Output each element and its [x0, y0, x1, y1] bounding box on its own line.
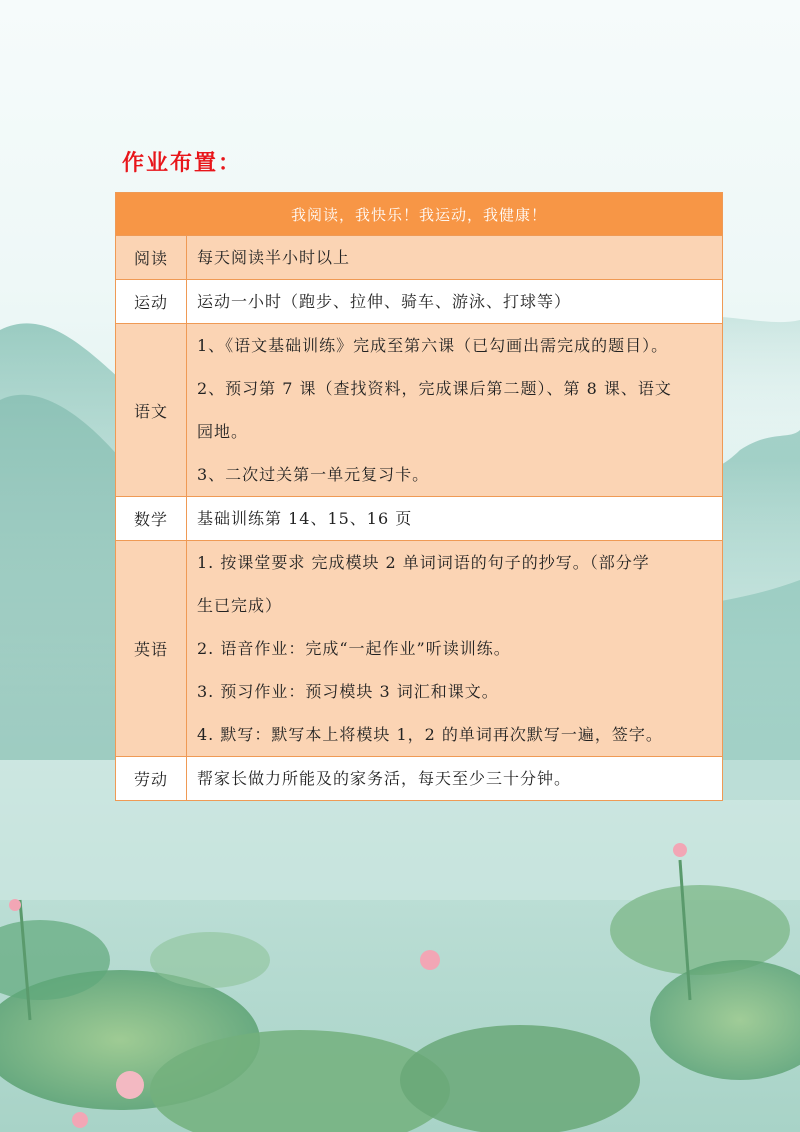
subject-content: [187, 280, 723, 324]
subject-content: [187, 497, 723, 541]
task-line: 3. 预习作业：预习模块 3 词汇和课文。: [197, 682, 499, 701]
task-line: 3、二次过关第一单元复习卡。: [197, 465, 430, 484]
subject-content: [187, 236, 723, 280]
subject-content: [187, 324, 723, 497]
subject-label: 运动: [116, 280, 187, 324]
homework-table: [115, 192, 723, 801]
table-row: [116, 236, 723, 280]
subject-content: [187, 541, 723, 757]
task-line: 4. 默写：默写本上将模块 1，2 的单词再次默写一遍，签字。: [197, 725, 663, 744]
task-line: 帮家长做力所能及的家务活，每天至少三十分钟。: [197, 769, 572, 788]
table-header: 我阅读，我快乐！我运动，我健康！: [116, 193, 723, 236]
table-row: [116, 497, 723, 541]
task-line: 基础训练第 14、15、16 页: [197, 509, 413, 528]
task-line: 1、《语文基础训练》完成至第六课（已勾画出需完成的题目）。: [197, 336, 669, 355]
table-row: [116, 324, 723, 497]
task-line: 2、预习第 7 课（查找资料，完成课后第二题）、第 8 课、语文: [197, 379, 672, 398]
task-line: 2. 语音作业：完成“一起作业”听读训练。: [197, 639, 511, 658]
subject-label: 语文: [116, 324, 187, 497]
subject-label: 英语: [116, 541, 187, 757]
task-line: 园地。: [197, 422, 249, 441]
table-row: [116, 757, 723, 801]
task-line: 1. 按课堂要求 完成模块 2 单词词语的句子的抄写。（部分学: [197, 553, 650, 572]
task-line: 每天阅读半小时以上: [197, 248, 351, 267]
subject-label: 阅读: [116, 236, 187, 280]
subject-label: 数学: [116, 497, 187, 541]
task-line: 生已完成）: [197, 596, 283, 615]
subject-content: [187, 757, 723, 801]
subject-label: 劳动: [116, 757, 187, 801]
page-title: 作业布置：: [122, 151, 243, 176]
table-row: [116, 541, 723, 757]
table-header-row: [116, 193, 723, 236]
task-line: 运动一小时（跑步、拉伸、骑车、游泳、打球等）: [197, 292, 572, 311]
table-row: [116, 280, 723, 324]
